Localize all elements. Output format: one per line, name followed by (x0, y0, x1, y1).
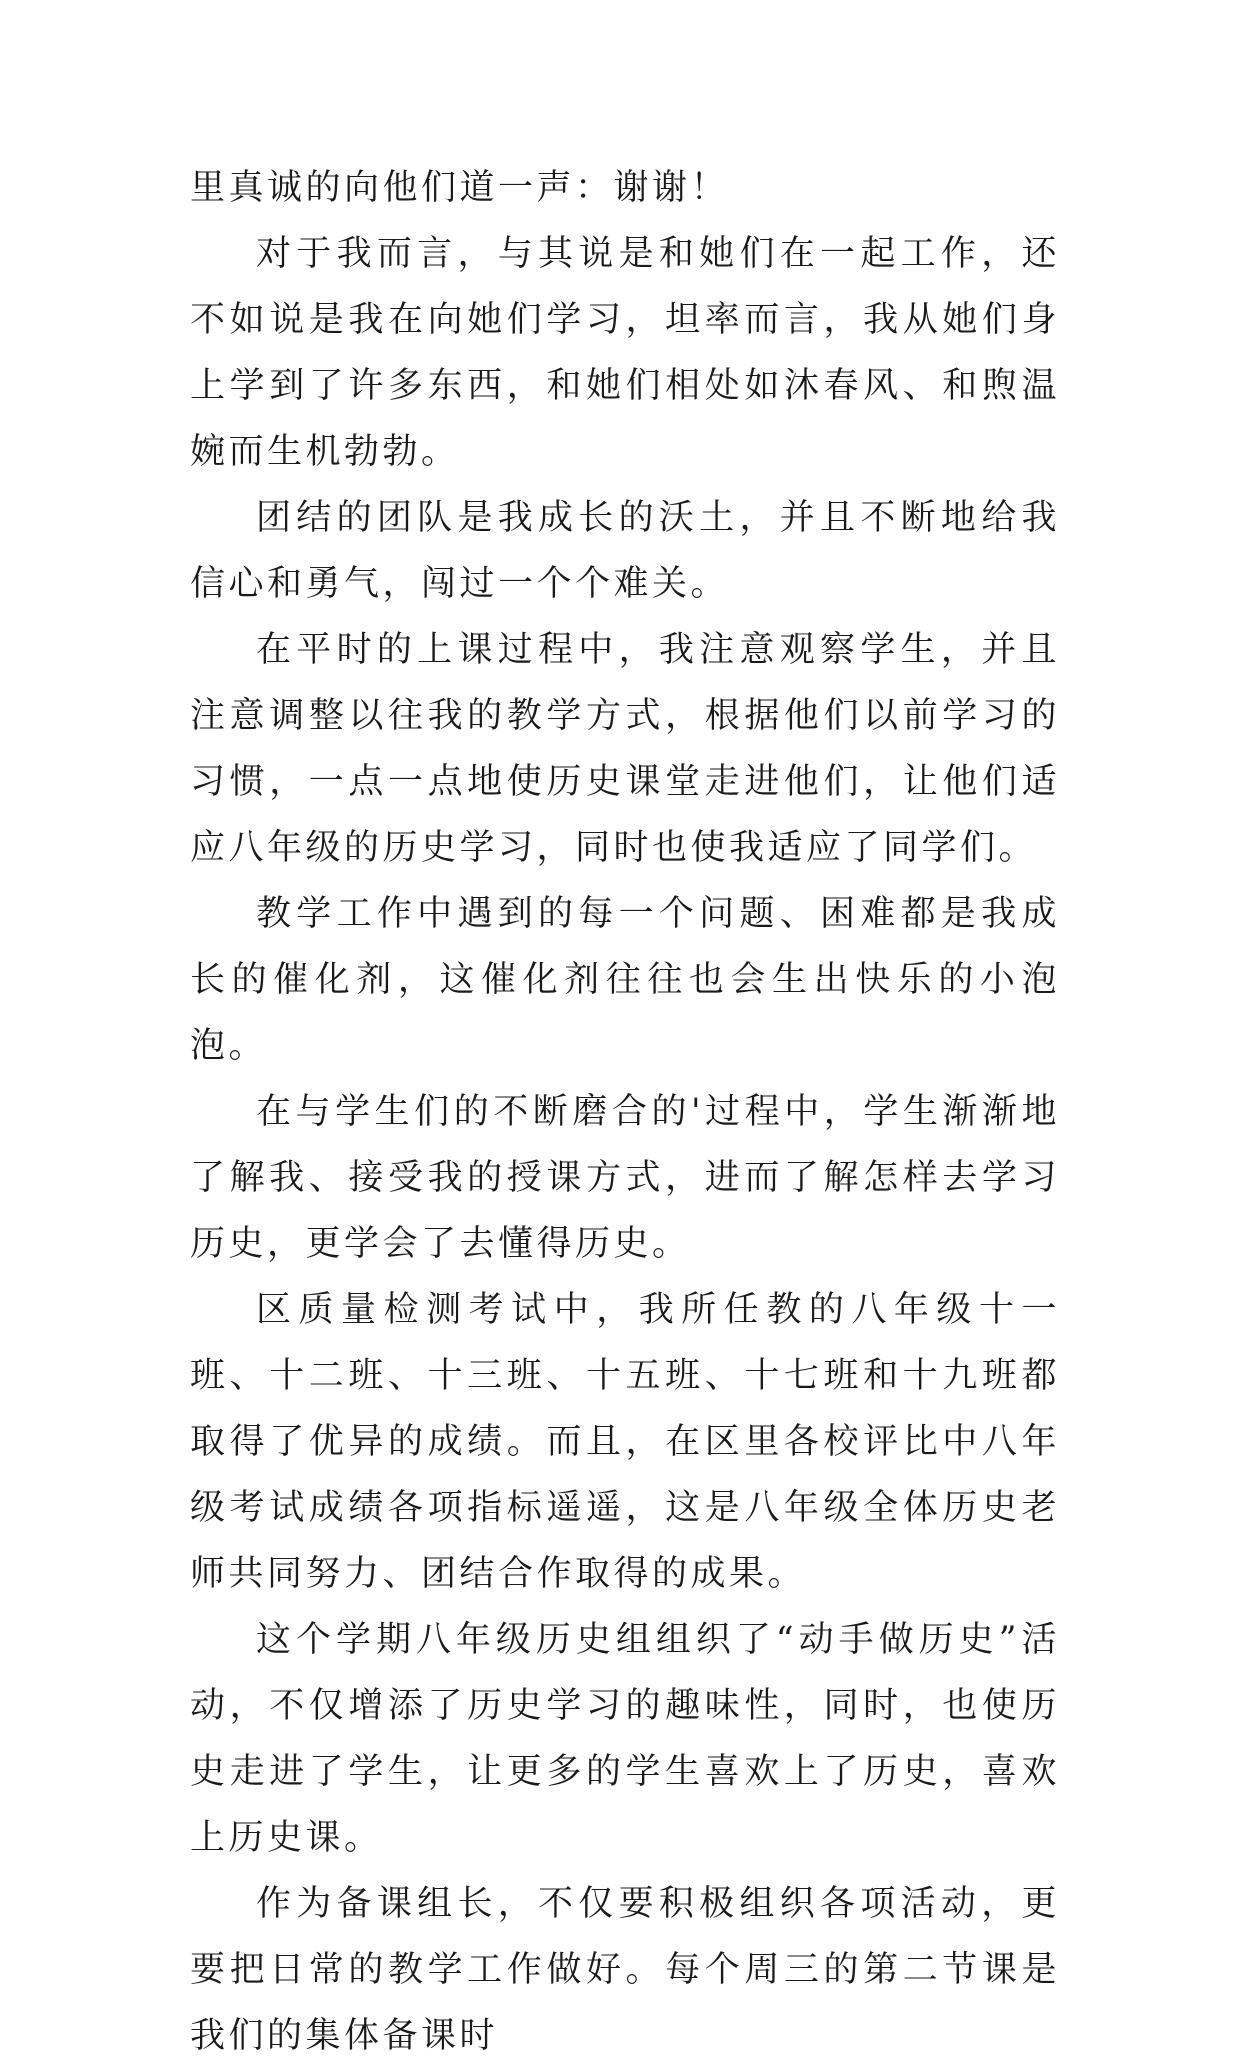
paragraph-8: 这个学期八年级历史组组织了“动手做历史”活动，不仅增添了历史学习的趣味性，同时，也使历史走进了学生，让更多的学生喜欢上了历史，喜欢上历史课。 (190, 1620, 1060, 1858)
paragraph-4: 在平时的上课过程中，我注意观察学生，并且注意调整以往我的教学方式，根据他们以前学习的习惯，一点一点地使历史课堂走进他们，让他们适应八年级的历史学习，同时也使我适应了同学们。 (190, 630, 1060, 868)
paragraph-3: 团结的团队是我成长的沃土，并且不断地给我信心和勇气，闯过一个个难关。 (190, 498, 1060, 604)
paragraph-9: 作为备课组长，不仅要积极组织各项活动，更要把日常的教学工作做好。每个周三的第二节课是我们的集体备课时 (190, 1884, 1060, 2056)
paragraph-7: 区质量检测考试中，我所任教的八年级十一班、十二班、十三班、十五班、十七班和十九班都取得了优异的成绩。而且，在区里各校评比中八年级考试成绩各项指标遥遥，这是八年级全体历史老师共同努力、团结合作取得的成果。 (190, 1290, 1060, 1594)
paragraph-5: 教学工作中遇到的每一个问题、困难都是我成长的催化剂，这催化剂往往也会生出快乐的小泡泡。 (190, 894, 1060, 1066)
paragraph-6: 在与学生们的不断磨合的'过程中，学生渐渐地了解我、接受我的授课方式，进而了解怎样去学习历史，更学会了去懂得历史。 (190, 1092, 1060, 1264)
paragraph-2: 对于我而言，与其说是和她们在一起工作，还不如说是我在向她们学习，坦率而言，我从她们身上学到了许多东西，和她们相处如沐春风、和煦温婉而生机勃勃。 (190, 234, 1060, 472)
document-body (190, 155, 1060, 2069)
paragraph-1: 里真诚的向他们道一声：谢谢！ (190, 168, 730, 208)
